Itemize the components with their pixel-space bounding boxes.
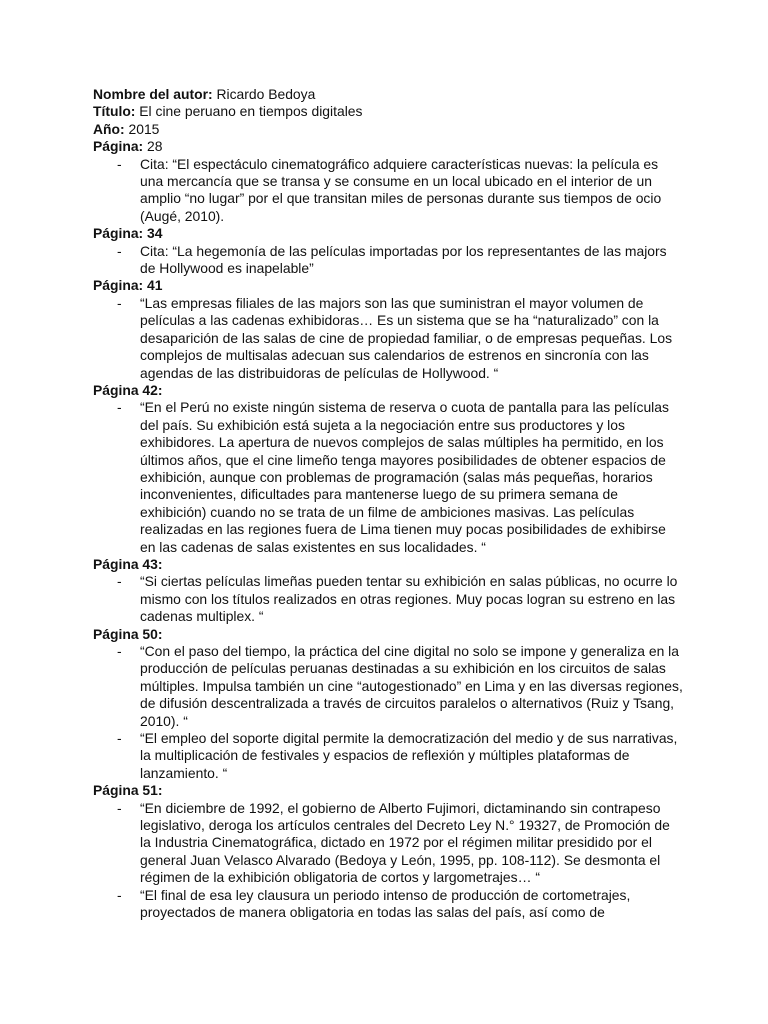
quote-text: “En diciembre de 1992, el gobierno de Alberto Fujimori, dictaminando sin contrapeso legislativo, deroga los artículos centrales del Decreto Ley N.° 19327, de Promoción de la Industria Cinematográfica, dictado en 1972 por el régimen militar presidido por el general Juan Velasco Alvarado (Bedoya y León, 1995, pp. 108-112). Se desmonta el régimen de la exhibición obligatoria de cortos y largometrajes… “ (140, 799, 670, 886)
page-heading (93, 225, 683, 242)
quote-text: “Con el paso del tiempo, la práctica del cine digital no solo se impone y generaliza en la producción de películas peruanas destinadas a su exhibición en los circuitos de salas múltiples. Impulsa también un cine “autogestionado” en Lima y en las diversas regiones, de difusión descentralizada a través de circuitos paralelos o alternativos (Ruiz y Tsang, 2010). “ (140, 643, 683, 729)
author-label: Nombre del autor: (93, 86, 213, 102)
page-heading-label: Página: 34 (93, 225, 163, 242)
quote-text: Cita: “La hegemonía de las películas importadas por los representantes de las majors de Hollywood es inapelable” (140, 242, 667, 277)
quote-text: “Si ciertas películas limeñas pueden tentar su exhibición en salas públicas, no ocurre lo mismo con los títulos realizados en otras regiones. Muy pocas logran su estreno en las cadenas multiplex. “ (140, 573, 678, 625)
quote-list (93, 399, 683, 556)
document-page (93, 86, 683, 922)
title-value: El cine peruano en tiempos digitales (135, 103, 363, 120)
quote-list (93, 243, 683, 278)
quote-item (93, 243, 683, 278)
quote-item (93, 730, 683, 782)
page-heading-label: Página 50: (93, 625, 163, 642)
dash-bullet-icon: - (117, 886, 122, 903)
dash-bullet-icon: - (117, 573, 122, 590)
dash-bullet-icon: - (117, 730, 122, 747)
page-heading-label: Página: (93, 138, 144, 155)
page-heading (93, 626, 683, 643)
dash-bullet-icon: - (117, 155, 122, 172)
quote-text: “El final de esa ley clausura un periodo intenso de producción de cortometrajes, proyectados de manera obligatoria en todas las salas del país, así como de (140, 886, 631, 921)
quote-text: “En el Perú no existe ningún sistema de reserva o cuota de pantalla para las películas del país. Su exhibición está sujeta a la negociación entre sus productores y los exhibidores. La apertura de nuevos complejos de salas múltiples ha permitido, en los últimos años, que el cine limeño tenga mayores posibilidades de obtener espacios de exhibición, aunque con problemas de programación (salas más pequeñas, horarios inconvenientes, dificultades para mantenerse luego de su primera semana de exhibición) cuando no se trata de un filme de ambiciones masivas. Las películas realizadas en las regiones fuera de Lima tienen muy pocas posibilidades de exhibirse en las cadenas de salas existentes en sus localidades. “ (140, 399, 669, 555)
quote-list (93, 643, 683, 782)
quote-text: “Las empresas filiales de las majors son las que suministran el mayor volumen de películas a las cadenas exhibidoras… Es un sistema que se ha “naturalizado” con la desaparición de las salas de cine de propiedad familiar, o de empresas pequeñas. Los complejos de multisalas adecuan sus calendarios de estrenos en sincronía con las agendas de las distribuidoras de películas de Hollywood. “ (140, 294, 673, 381)
page-section (93, 626, 683, 783)
page-heading (93, 556, 683, 573)
title-line (93, 103, 683, 120)
quote-item (93, 800, 683, 887)
year-label: Año: (93, 120, 125, 137)
quote-item (93, 295, 683, 382)
page-section (93, 138, 683, 225)
page-heading (93, 138, 683, 155)
page-heading (93, 277, 683, 294)
dash-bullet-icon: - (117, 643, 122, 659)
year-value: 2015 (124, 120, 160, 137)
title-label: Título: (93, 103, 136, 120)
page-heading (93, 382, 683, 399)
quote-item (93, 573, 683, 625)
author-value: Ricardo Bedoya (212, 86, 316, 102)
page-section (93, 225, 683, 277)
quote-item (93, 399, 683, 556)
page-heading (93, 782, 683, 799)
page-section (93, 556, 683, 626)
quote-list (93, 295, 683, 382)
page-section (93, 782, 683, 921)
dash-bullet-icon: - (117, 799, 122, 816)
quote-item (93, 643, 683, 730)
quote-item (93, 156, 683, 226)
quote-text: Cita: “El espectáculo cinematográfico adquiere características nuevas: la película es una mercancía que se transa y se consume en un local ubicado en el interior de un amplio “no lugar” por el que transitan miles de personas durante sus tiempos de ocio (Augé, 2010). (140, 155, 662, 224)
page-section (93, 382, 683, 556)
metadata-block (93, 86, 683, 138)
quote-text: “El empleo del soporte digital permite la democratización del medio y de sus narrativas, la multiplicación de festivales y espacios de reflexión y múltiples plataformas de lanzamiento. “ (140, 730, 678, 781)
author-line (93, 86, 683, 103)
dash-bullet-icon: - (117, 399, 122, 416)
quote-sections (93, 138, 683, 921)
page-heading-label: Página: 41 (93, 277, 163, 294)
year-line (93, 121, 683, 138)
page-heading-label: Página 51: (93, 782, 163, 799)
quote-list (93, 156, 683, 226)
page-section (93, 277, 683, 381)
page-heading-label: Página 42: (93, 381, 163, 398)
dash-bullet-icon: - (117, 294, 122, 311)
quote-list (93, 573, 683, 625)
quote-item (93, 887, 683, 922)
dash-bullet-icon: - (117, 242, 122, 259)
quote-list (93, 800, 683, 922)
page-heading-label: Página 43: (93, 555, 163, 572)
page-heading-number: 28 (143, 138, 163, 155)
